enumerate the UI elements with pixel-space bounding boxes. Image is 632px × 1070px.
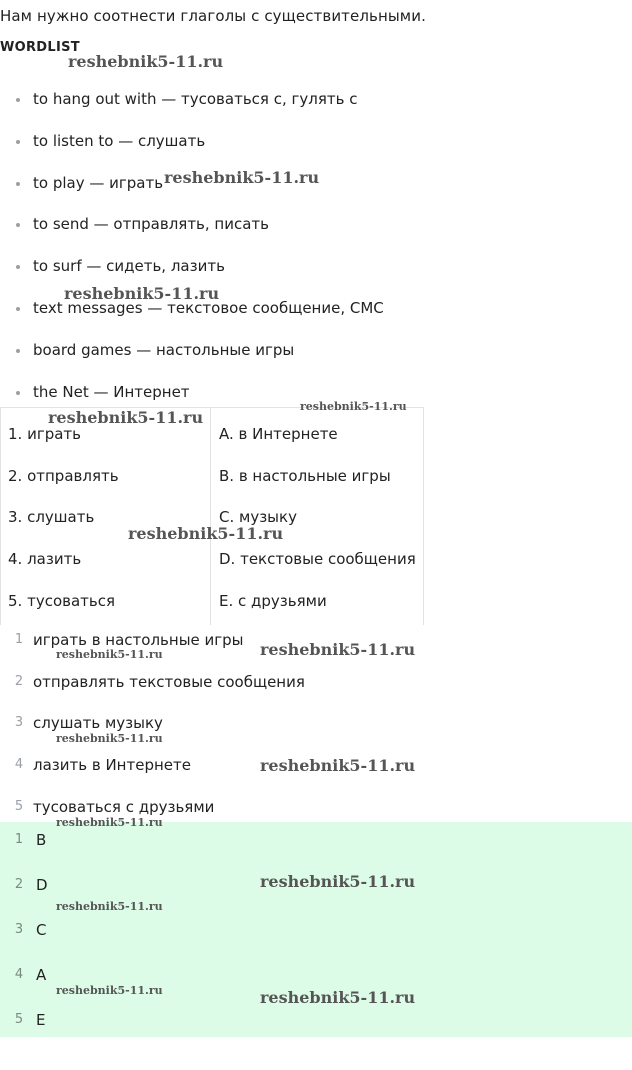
watermark: reshebnik5-11.ru bbox=[164, 168, 320, 187]
list-item bbox=[0, 339, 384, 381]
watermark: reshebnik5-11.ru bbox=[64, 284, 220, 303]
watermark: reshebnik5-11.ru bbox=[56, 732, 163, 745]
match-right-cell: A. в Интернете bbox=[219, 425, 338, 443]
key-letter: D bbox=[36, 876, 48, 894]
watermark: reshebnik5-11.ru bbox=[260, 872, 416, 891]
item-number: 3 bbox=[14, 922, 24, 937]
bullet-icon bbox=[16, 391, 20, 395]
wordlist-entry: board games — настольные игры bbox=[33, 340, 295, 359]
watermark: reshebnik5-11.ru bbox=[48, 408, 204, 427]
watermark: reshebnik5-11.ru bbox=[56, 900, 163, 913]
item-number: 5 bbox=[14, 798, 24, 814]
match-left-cell: 3. слушать bbox=[8, 508, 95, 526]
list-item bbox=[0, 88, 384, 130]
wordlist-entry: to send — отправлять, писать bbox=[33, 215, 270, 234]
wordlist-entry: to hang out with — тусоваться с, гулять с bbox=[33, 90, 358, 108]
match-right-cell: D. текстовые сообщения bbox=[219, 550, 416, 568]
answer-text: играть в настольные игры bbox=[33, 631, 244, 649]
watermark: reshebnik5-11.ru bbox=[56, 984, 163, 997]
bullet-icon bbox=[16, 182, 20, 186]
item-number: 1 bbox=[14, 632, 24, 647]
item-number: 4 bbox=[14, 757, 24, 773]
item-number: 4 bbox=[14, 967, 24, 982]
bullet-icon bbox=[16, 140, 20, 144]
item-number: 5 bbox=[14, 1012, 24, 1027]
item-number: 3 bbox=[14, 715, 24, 731]
watermark: reshebnik5-11.ru bbox=[260, 640, 416, 659]
key-letter: A bbox=[36, 966, 47, 984]
bullet-icon bbox=[16, 265, 20, 269]
answer-text: отправлять текстовые сообщения bbox=[33, 672, 305, 691]
watermark: reshebnik5-11.ru bbox=[260, 988, 416, 1007]
intro-text: Нам нужно соотнести глаголы с существительными. bbox=[0, 7, 426, 25]
watermark: reshebnik5-11.ru bbox=[300, 400, 407, 413]
match-right-cell: E. с друзьями bbox=[219, 592, 327, 610]
bullet-icon bbox=[16, 223, 20, 227]
watermark: reshebnik5-11.ru bbox=[68, 52, 224, 71]
match-right-cell: C. музыку bbox=[219, 508, 297, 526]
column-divider bbox=[210, 408, 211, 625]
watermark: reshebnik5-11.ru bbox=[260, 756, 416, 775]
wordlist-entry: the Net — Интернет bbox=[33, 382, 190, 401]
list-item bbox=[0, 297, 384, 339]
watermark: reshebnik5-11.ru bbox=[128, 524, 284, 543]
item-number: 1 bbox=[14, 832, 24, 847]
match-left-cell: 5. тусоваться bbox=[8, 592, 115, 610]
answer-text: тусоваться с друзьями bbox=[33, 797, 215, 816]
watermark: reshebnik5-11.ru bbox=[56, 816, 163, 829]
item-number: 2 bbox=[14, 673, 24, 689]
matching-table bbox=[0, 407, 424, 625]
key-letter: C bbox=[36, 921, 47, 939]
wordlist bbox=[0, 88, 384, 422]
match-left-cell: 2. отправлять bbox=[8, 467, 119, 485]
key-letter: E bbox=[36, 1011, 46, 1029]
match-left-cell: 4. лазить bbox=[8, 550, 82, 568]
bullet-icon bbox=[16, 349, 20, 353]
list-item bbox=[0, 213, 384, 255]
match-left-cell: 1. играть bbox=[8, 425, 82, 443]
wordlist-entry: to surf — сидеть, лазить bbox=[33, 257, 225, 276]
wordlist-entry: to listen to — слушать bbox=[33, 131, 206, 150]
answer-text: лазить в Интернете bbox=[33, 756, 191, 775]
match-right-cell: B. в настольные игры bbox=[219, 467, 391, 485]
key-letter: B bbox=[36, 831, 47, 849]
item-number: 2 bbox=[14, 877, 24, 892]
list-item bbox=[0, 130, 384, 172]
wordlist-title: WORDLIST bbox=[0, 40, 80, 55]
wordlist-entry: text messages — текстовое сообщение, СМС bbox=[33, 298, 384, 317]
bullet-icon bbox=[16, 98, 20, 102]
wordlist-entry: to play — играть bbox=[33, 173, 164, 192]
watermark: reshebnik5-11.ru bbox=[56, 648, 163, 661]
answer-text: слушать музыку bbox=[33, 714, 163, 733]
bullet-icon bbox=[16, 307, 20, 311]
